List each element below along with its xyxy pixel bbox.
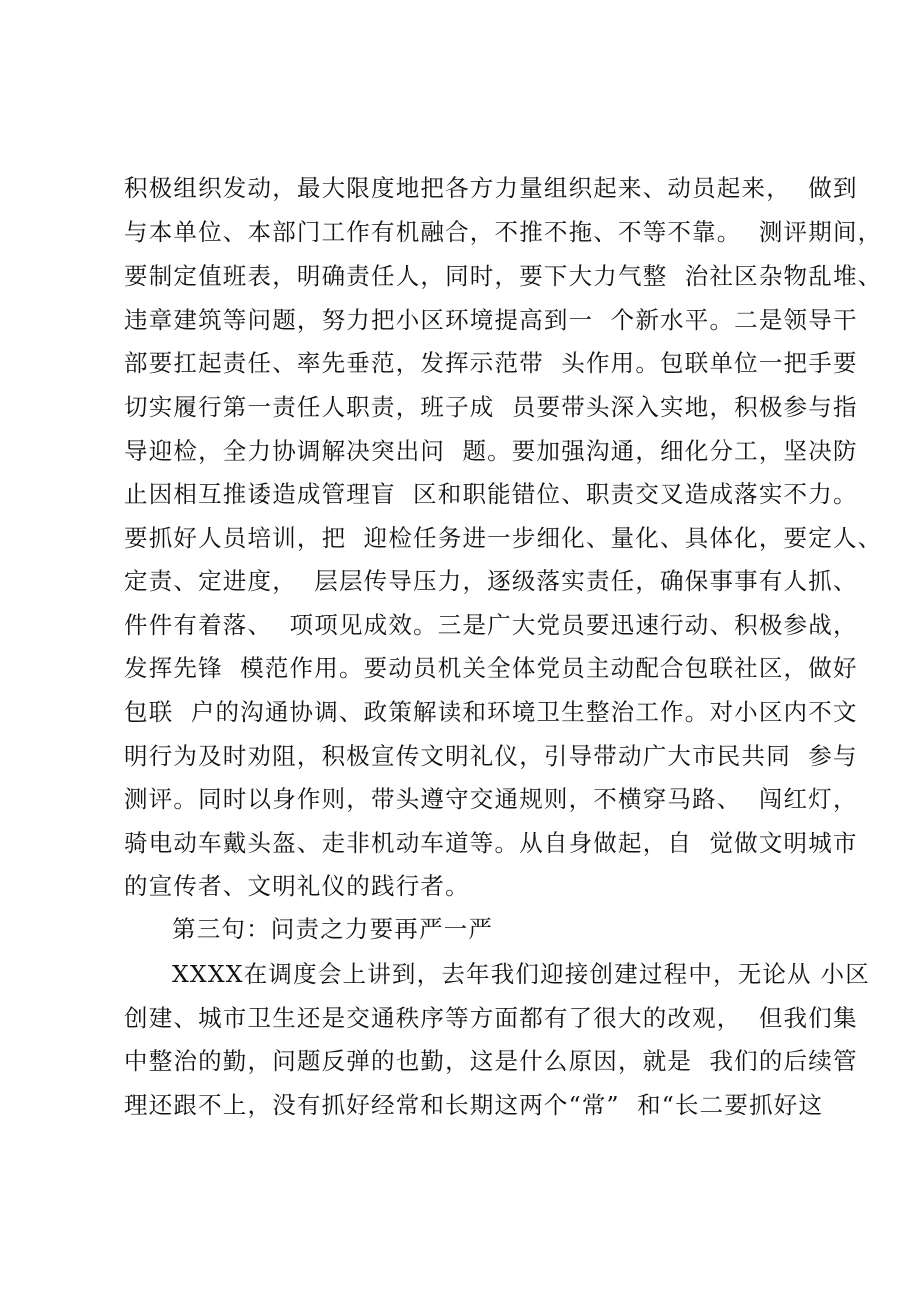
paragraph-line: 骑电动车戴头盔、走非机动车道等。从自身做起，自 觉做文明城市 bbox=[124, 829, 858, 857]
paragraph-line: 中整治的勤，问题反弹的也勤，这是什么原因，就是 我们的后续管 bbox=[124, 1047, 858, 1075]
paragraph-line: 明行为及时劝阻，积极宣传文明礼仪，引导带动广大市民共同 参与 bbox=[124, 742, 858, 770]
paragraph-line: 发挥先锋 模范作用。要动员机关全体党员主动配合包联社区，做好 bbox=[124, 654, 858, 682]
paragraph-line: 与本单位、本部门工作有机融合，不推不拖、不等不靠。 测评期间， bbox=[124, 218, 883, 246]
paragraph-line: 导迎检，全力协调解决突出问 题。要加强沟通，细化分工，坚决防 bbox=[124, 437, 858, 465]
paragraph-line: 积极组织发动，最大限度地把各方力量组织起来、动员起来， 做到 bbox=[124, 174, 858, 202]
paragraph-line: 创建、城市卫生还是交通秩序等方面都有了很大的改观， 但我们集 bbox=[124, 1004, 858, 1032]
paragraph-line: 件件有着落、 项项见成效。三是广大党员要迅速行动、积极参战， bbox=[124, 611, 858, 639]
paragraph-line: 理还跟不上，没有抓好经常和长期这两个“常” 和“长二要抓好这 bbox=[124, 1091, 824, 1119]
paragraph-line: 违章建筑等问题，努力把小区环境提高到一 个新水平。二是领导干 bbox=[124, 306, 858, 334]
section-heading: 第三句：问责之力要再严一严 bbox=[172, 915, 494, 943]
paragraph-line: 止因相互推诿造成管理盲 区和职能错位、职责交叉造成落实不力。 bbox=[124, 480, 858, 508]
paragraph-line: 部要扛起责任、率先垂范，发挥示范带 头作用。包联单位一把手要 bbox=[124, 349, 858, 377]
paragraph-line: 测评。同时以身作则，带头遵守交通规则，不横穿马路、 闯红灯， bbox=[124, 785, 858, 813]
paragraph-line: 要抓好人员培训，把 迎检任务进一步细化、量化、具体化，要定人、 bbox=[124, 524, 883, 552]
paragraph-line: 包联 户的沟通协调、政策解读和环境卫生整治工作。对小区内不文 bbox=[124, 698, 858, 726]
paragraph-line: 切实履行第一责任人职责，班子成 员要带头深入实地，积极参与指 bbox=[124, 393, 858, 421]
paragraph-line: 的宣传者、文明礼仪的践行者。 bbox=[124, 872, 470, 900]
paragraph-line: 定责、定进度， 层层传导压力，逐级落实责任，确保事事有人抓、 bbox=[124, 567, 858, 595]
paragraph-line: XXXX在调度会上讲到，去年我们迎接创建过程中，无论从 小区 bbox=[172, 960, 870, 988]
paragraph-line: 要制定值班表，明确责任人，同时，要下大力气整 治社区杂物乱堆、 bbox=[124, 262, 883, 290]
